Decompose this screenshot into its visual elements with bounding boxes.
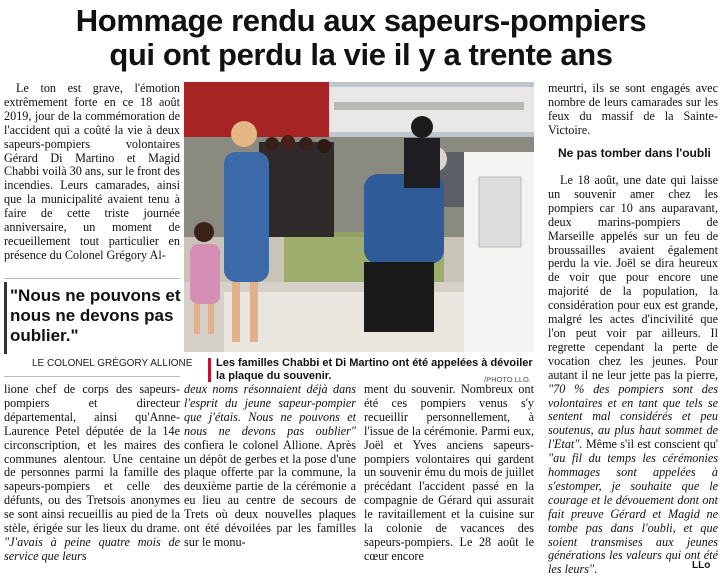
- headline-line-1: Hommage rendu aux sapeurs-pompiers: [75, 3, 647, 38]
- pullquote-text: "Nous ne pouvons et nous ne devons pas oublier.": [10, 286, 181, 345]
- col2-text: confiera le colonel Allione. Après un dépôt de gerbes et la pose d'une plaque offerte par la commune, la deuxième partie de la cérémonie a eu lieu au centre de secours de Trets où deux nouvelles plaques ont été dévoilées par les familles sur le monu-: [184, 437, 356, 549]
- author-signature: LLo: [692, 560, 711, 571]
- photo-caption: Les familles Chabbi et Di Martino ont été appelées à dévoiler la plaque du souvenir.: [216, 357, 533, 382]
- column-4-body: [548, 174, 718, 576]
- ceremony-photo: [184, 82, 534, 352]
- column-4-top: [548, 82, 718, 138]
- col4-quote-1: "70 % des pompiers sont des volontaires et en tant que tels se sentent mal considérés et peu soutenus, au plus haut sommet de l'Etat".: [548, 381, 718, 452]
- col1-bottom-quote: "J'avais à peine quatre mois de service que leurs: [4, 534, 180, 563]
- pullquote-top-rule: [4, 278, 180, 279]
- col1-bottom-text: lione chef de corps des sapeurs-pompiers et directeur départemental, ainsi qu'Anne-Laurence Petel députée de la 14e circonscription, et les maires des communes alentour. Une centaine de personnes parmi la famille des sapeurs-pompiers et celle des défunts, ou des Tretsois anonymes se sont ainsi recueillis au pied de la stèle, érigée sur les lieux du drame.: [4, 382, 180, 536]
- intro-paragraph: Le ton est grave, l'émotion extrêmement forte en ce 18 août 2019, jour de la commémoration de l'accident qui a coûté la vie à deux sapeurs-pompiers volontaires Gérard Di Martino et Magid Chabbi voilà 30 ans, sur le front des incendies. Leurs camarades, ainsi que la municipalité avaient tenu à faire de cette triste journée anniversaire, un moment de recueillement tout particulier en présence du Colonel Grégory Al-: [4, 81, 181, 262]
- pullquote-bottom-rule: [4, 376, 180, 377]
- col4-quote-2: "au fil du temps les cérémonies hommages sont appelées à s'estomper, je souhaite que le courage et le dévouement dont ont fait preuve Gérard et Magid ne tombe pas dans l'oubli, et que soient transmises aux jeunes générations les valeurs qui ont été les leurs": [548, 451, 718, 576]
- caption-bar: [208, 358, 211, 382]
- col4-mid-text: Même s'il est conscient qu': [585, 437, 719, 452]
- col2-quote: deux noms résonnaient déjà dans l'esprit du jeune sapeur-pompier que j'étais. Nous ne pouvons et nous ne devons pas oublier": [184, 382, 356, 438]
- column-2: [184, 383, 356, 550]
- column-1-bottom: [4, 383, 180, 564]
- col3-text: ment du souvenir. Nombreux ont été ces pompiers venus s'y recueillir personnellement, à l'issue de la cérémonie. Parmi eux, Joël et Yves anciens sapeurs-pompiers volontaires qui gardent un souvenir ému du mois de juillet précédant l'accident passé en la compagnie de Gérard qui assurait le ravitaillement et la cuisine sur la colonie de vacances des sapeurs-pompiers. Le 28 août le cœur encore: [364, 382, 534, 563]
- col4-end: .: [594, 562, 598, 576]
- ceremony-photo-drawing: [184, 82, 534, 352]
- photo-credit: /PHOTO LLO.: [484, 375, 531, 384]
- column-3: [364, 383, 534, 564]
- pullquote-bar: [4, 282, 7, 354]
- col4-body-text: Le 18 août, une date qui laisse un souvenir amer chez les pompiers car 10 ans auparavant, deux marins-pompiers de Marseille appelés sur un feu de broussailles avaient également perdu la vie. Joël se dira heureux de voir que pour encore une majorité de la population, la considération pour eux est grande, malgré les actes d'incivilité que l'on peut voir par ailleurs. Il regrette cependant la perte de vocation chez les jeunes. Pour autant il ne leur jette pas la pierre,: [548, 173, 718, 382]
- col4-top-text: meurtri, ils se sont engagés avec nombre de leurs camarades sur les feux du massif de la Sainte-Victoire.: [548, 81, 718, 137]
- headline-line-2: qui ont perdu la vie il y a trente ans: [109, 37, 613, 72]
- subheading: Ne pas tomber dans l'oubli: [558, 146, 711, 160]
- pullquote-author: LE COLONEL GRÉGORY ALLIONE: [32, 358, 193, 369]
- column-1-top: [4, 82, 180, 263]
